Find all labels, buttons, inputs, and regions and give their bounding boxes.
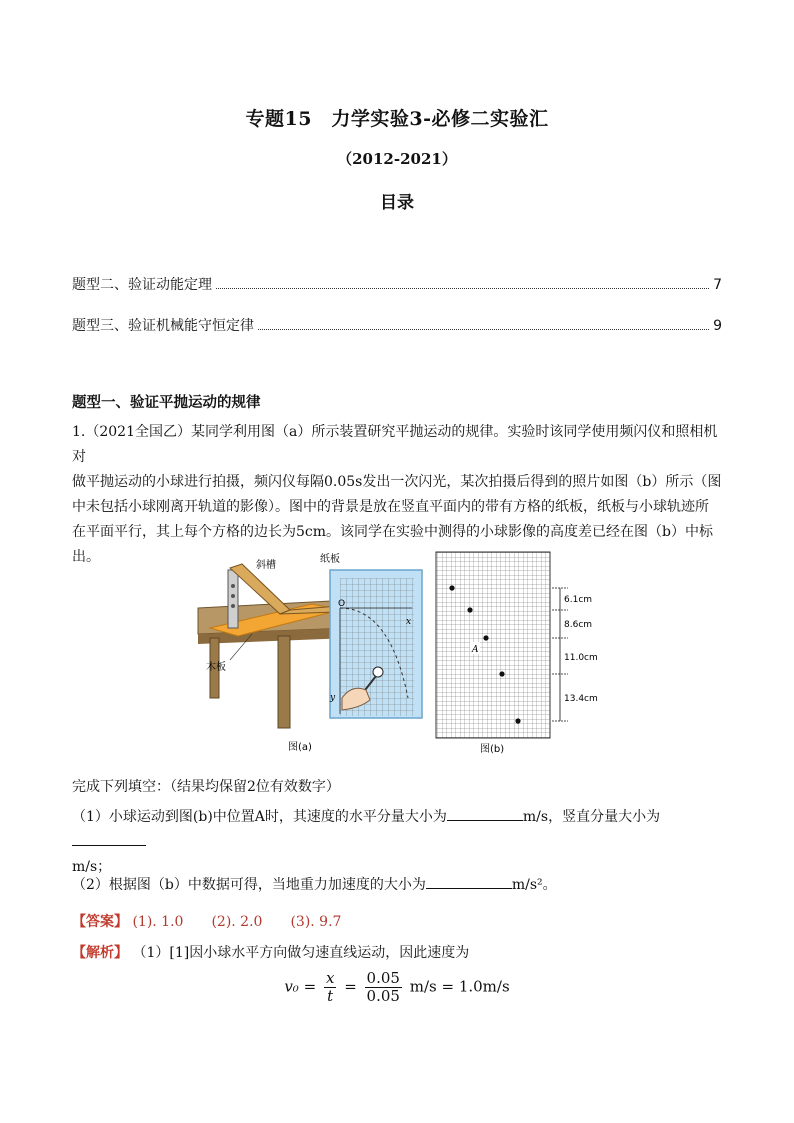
stand-hole (231, 584, 235, 588)
velocity-formula (0, 970, 794, 1005)
answer-line (72, 910, 722, 935)
label-chute: 斜槽 (256, 560, 276, 571)
chute-stand (228, 570, 238, 628)
toc-leader-dots (216, 288, 709, 289)
table-leg (278, 636, 290, 728)
label-x-axis: x (406, 617, 412, 627)
toc-leader-dots (258, 329, 709, 330)
question-line: 1.（2021全国乙）某同学利用图（a）所示装置研究平抛运动的规律。实验时该同学使用频闪仪和照相机对 (72, 424, 718, 465)
label-y-axis: y (330, 693, 336, 703)
analysis-line (72, 941, 722, 966)
toc-entry-page: 7 (713, 277, 722, 293)
section-heading: 题型一、验证平抛运动的规律 (72, 394, 261, 411)
fraction-numerator: x (325, 969, 335, 987)
fraction-numerator: 0.05 (366, 969, 400, 987)
part1-text-a: （1）小球运动到图(b)中位置A时，其速度的水平分量大小为 (72, 809, 447, 825)
stand-hole (231, 594, 235, 598)
ball-image (449, 585, 454, 590)
experiment-figure (190, 548, 610, 760)
height-label: 13.4cm (564, 694, 598, 704)
toc-entry-page: 9 (713, 318, 722, 334)
label-point-a: A (472, 645, 479, 655)
label-wood-board: 木板 (206, 662, 226, 673)
question-line: 在平面平行，其上每个方格的边长为5cm。该同学在实验中测得的小球影像的高度差已经在图（b）中标出。 (72, 524, 713, 565)
height-label: 8.6cm (564, 620, 593, 630)
ball-image (515, 718, 520, 723)
ball-image (467, 607, 472, 612)
figure-b-photo (436, 552, 598, 755)
label-paper-board: 纸板 (320, 554, 340, 565)
toc-entry[interactable] (72, 315, 722, 335)
toc-entry[interactable] (72, 274, 722, 294)
formula-rhs: m/s = 1.0m/s (409, 977, 510, 996)
analysis-label: 【解析】 (72, 945, 128, 961)
answer-blank-1[interactable] (447, 806, 523, 821)
question-part-2 (72, 873, 722, 898)
year-range: （2012-2021） (337, 150, 457, 168)
part2-text-b: m/s²。 (511, 877, 557, 893)
part1-text-c: m/s； (72, 859, 112, 875)
height-label: 6.1cm (564, 595, 593, 605)
toc-entry-label: 题型三、验证机械能守恒定律 (72, 318, 254, 334)
answer-label: 【答案】 (72, 914, 128, 930)
fill-instructions: 完成下列填空：（结果均保留2位有效数字） (72, 779, 340, 795)
fraction-denominator: 0.05 (366, 987, 400, 1005)
question-line: 做平抛运动的小球进行拍摄，频闪仪每隔0.05s发出一次闪光，某次拍摄后得到的照片如图（b）所示（图 (72, 474, 722, 490)
part2-text-a: （2）根据图（b）中数据可得，当地重力加速度的大小为 (72, 877, 426, 893)
formula-lhs: v₀ = (284, 977, 317, 996)
analysis-text: （1）[1]因小球水平方向做匀速直线运动，因此速度为 (132, 945, 470, 961)
answer-blank-2[interactable] (72, 831, 146, 846)
figure-b-caption: 图(b) (480, 744, 505, 755)
formula-equals: = (344, 977, 357, 996)
stand-hole (231, 604, 235, 608)
fraction-x-over-t (324, 970, 336, 1005)
figure-a-apparatus (198, 552, 422, 753)
fraction-values (365, 970, 402, 1005)
question-line: 中未包括小球刚离开轨道的影像）。图中的背景是放在竖直平面内的带有方格的纸板，纸板与小球轨迹所 (72, 499, 709, 515)
figure-a-caption: 图(a) (288, 742, 312, 753)
document-title: 专题15 力学实验3-必修二实验汇 (245, 108, 549, 130)
answer-values: (1). 1.0 (2). 2.0 (3). 9.7 (132, 914, 342, 930)
part1-text-b: m/s，竖直分量大小为 (522, 809, 661, 825)
ball-image (499, 671, 504, 676)
height-label: 11.0cm (564, 653, 598, 663)
label-origin: O (338, 599, 346, 609)
fraction-denominator: t (327, 987, 334, 1005)
toc-entry-label: 题型二、验证动能定理 (72, 277, 212, 293)
ball (373, 667, 383, 677)
grid-photo (436, 552, 550, 738)
toc-heading: 目录 (380, 193, 414, 213)
question-part-1 (72, 805, 722, 880)
ball-image (483, 635, 488, 640)
answer-blank-3[interactable] (426, 874, 512, 889)
